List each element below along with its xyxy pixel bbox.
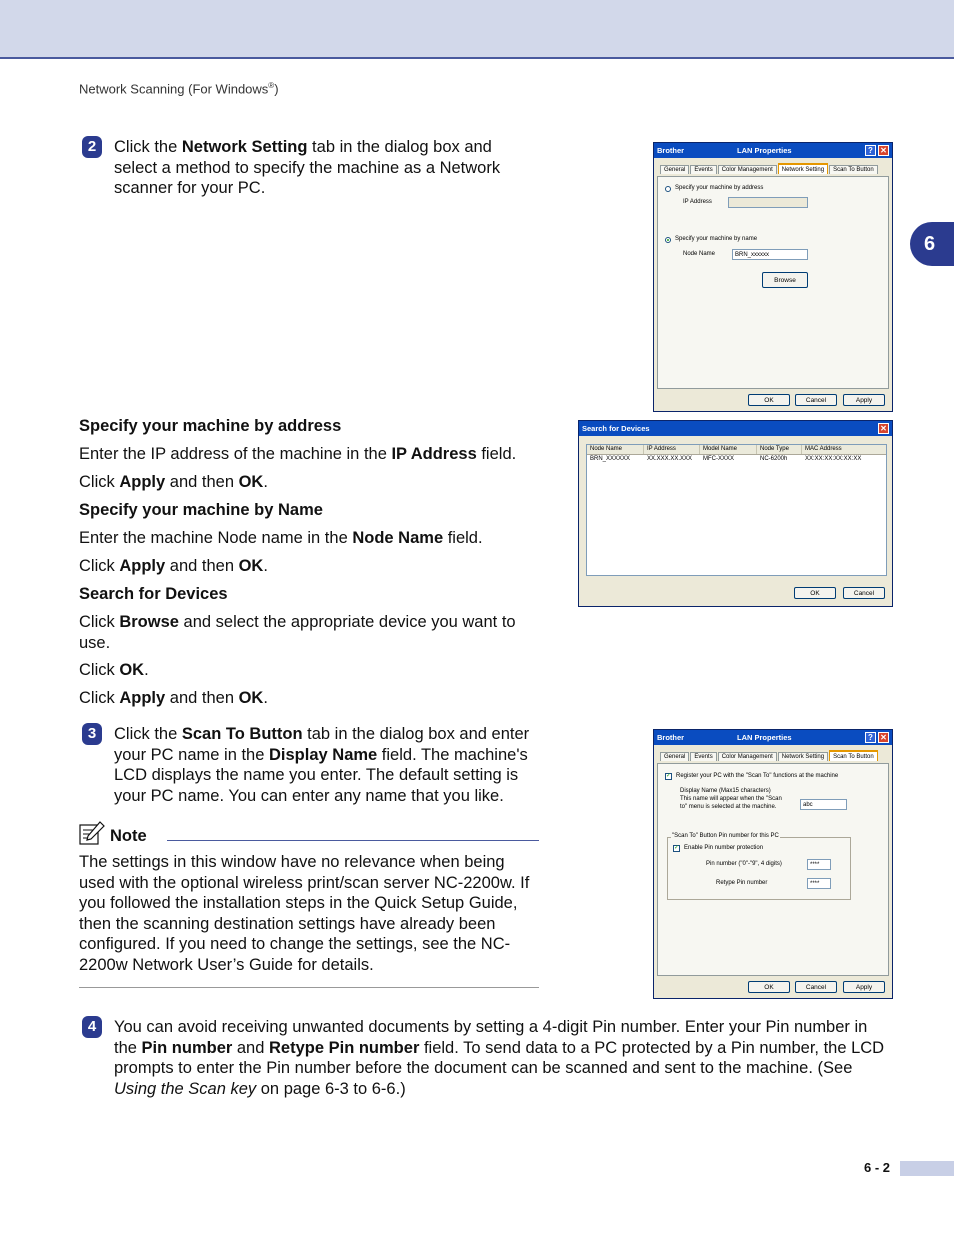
lan-properties-scan-dialog bbox=[653, 729, 893, 999]
note-pencil-icon bbox=[79, 821, 105, 845]
running-header-text: Network Scanning (For Windows bbox=[79, 81, 269, 97]
register-pc-checkbox[interactable]: ✓ bbox=[666, 773, 672, 779]
close-icon[interactable]: ✕ bbox=[878, 423, 889, 434]
radio-by-name[interactable] bbox=[665, 237, 671, 243]
tab-scan-to-button[interactable]: Scan To Button bbox=[829, 750, 878, 761]
display-name-label: Display Name (Max15 characters) bbox=[680, 788, 771, 794]
lan-properties-network-dialog bbox=[653, 142, 893, 412]
register-pc-label: Register your PC with the "Scan To" functions at the machine bbox=[676, 773, 839, 779]
search-for-devices-dialog bbox=[578, 420, 893, 607]
tab-general[interactable]: General bbox=[660, 165, 689, 174]
page-number: 6 - 2 bbox=[864, 1160, 891, 1175]
device-row-node-type[interactable]: NC-6200h bbox=[760, 456, 788, 462]
running-header bbox=[79, 81, 279, 96]
close-icon[interactable]: ✕ bbox=[878, 145, 889, 156]
column-node-name[interactable]: Node Name bbox=[587, 445, 644, 454]
pin-number-field[interactable]: **** bbox=[807, 859, 831, 870]
column-model-name[interactable]: Model Name bbox=[700, 445, 757, 454]
device-list-header bbox=[587, 445, 886, 455]
note-text: The settings in this window have no relevance when being used with the optional wireless print/scan server NC-2200w. If you followed the installation steps in the Quick Setup Guide, then the scanning destination settings have already been configured. If you need to change the settings, see the NC-2200w Network User’s Guide for details. bbox=[79, 853, 530, 974]
heading-specify-by-address: Specify your machine by address bbox=[79, 417, 342, 435]
chapter-tab: 6 bbox=[910, 222, 954, 266]
ip-address-field[interactable] bbox=[728, 197, 808, 208]
step-4-number: 4 bbox=[82, 1016, 102, 1038]
footer-bar bbox=[900, 1161, 954, 1176]
dialog-tabs bbox=[660, 163, 879, 175]
search-click-ok: Click OK. bbox=[79, 661, 149, 679]
device-row-mac-address[interactable]: XX:XX:XX:XX:XX:XX bbox=[805, 456, 862, 462]
enable-pin-checkbox[interactable]: ✓ bbox=[674, 845, 680, 851]
step-2-text: Click the Network Setting tab in the dialog box and select a method to specify the machine as a Network scanner for your PC. bbox=[114, 138, 501, 197]
close-icon[interactable]: ✕ bbox=[878, 732, 889, 743]
node-name-field[interactable]: BRN_xxxxxx bbox=[732, 249, 808, 260]
node-name-label: Node Name bbox=[683, 251, 716, 257]
step-4-text: You can avoid receiving unwanted documents by setting a 4-digit Pin number. Enter your Pin number in the Pin number and Retype Pin number field. To send data to a PC protected by a Pin number, the LCD prompts to enter the Pin number before the document can be scanned and sent to the machine. (See Using the Scan key on page 6-3 to 6-6.) bbox=[114, 1018, 885, 1098]
dialog-titlebar bbox=[654, 143, 892, 158]
pin-group-label: "Scan To" Button Pin number for this PC bbox=[672, 833, 779, 839]
pin-number-label: Pin number ("0"-"9", 4 digits) bbox=[706, 861, 782, 867]
ok-button[interactable]: OK bbox=[794, 587, 836, 599]
header-band bbox=[0, 0, 954, 59]
display-name-hint-1: This name will appear when the "Scan bbox=[680, 796, 782, 802]
display-name-field[interactable]: abc bbox=[800, 799, 847, 810]
device-row-node-name[interactable]: BRN_XXXXXX bbox=[590, 456, 631, 462]
name-instruction: Enter the machine Node name in the Node Name field. bbox=[79, 529, 483, 547]
tab-events[interactable]: Events bbox=[690, 752, 716, 761]
help-icon[interactable]: ? bbox=[865, 145, 876, 156]
ok-button[interactable]: OK bbox=[748, 394, 790, 406]
dialog-titlebar bbox=[654, 730, 892, 745]
heading-specify-by-name: Specify your machine by Name bbox=[79, 501, 323, 519]
search-instruction: Click Browse and select the appropriate device you want to use. bbox=[79, 613, 516, 652]
ip-address-label: IP Address bbox=[683, 199, 712, 205]
tab-network-setting[interactable]: Network Setting bbox=[778, 163, 828, 174]
dialog-title-brand: Brother bbox=[657, 146, 685, 155]
tab-events[interactable]: Events bbox=[690, 165, 716, 174]
dialog-title-brand: Brother bbox=[657, 733, 685, 742]
note-label: Note bbox=[110, 827, 147, 845]
cancel-button[interactable]: Cancel bbox=[795, 394, 837, 406]
radio-by-address[interactable] bbox=[665, 186, 671, 192]
network-setting-panel bbox=[657, 176, 889, 389]
dialog-title: LAN Properties bbox=[737, 733, 792, 742]
device-row-model-name[interactable]: MFC-XXXX bbox=[703, 456, 735, 462]
tab-scan-to-button[interactable]: Scan To Button bbox=[829, 165, 878, 174]
step-2-number: 2 bbox=[82, 136, 102, 158]
step-3-text: Click the Scan To Button tab in the dialog box and enter your PC name in the Display Name field. The machine's LCD displays the name you enter. The default setting is your PC name. You can enter any name that you like. bbox=[114, 725, 530, 805]
ok-button[interactable]: OK bbox=[748, 981, 790, 993]
tab-general[interactable]: General bbox=[660, 752, 689, 761]
registered-mark: ® bbox=[268, 81, 275, 90]
tab-color-management[interactable]: Color Management bbox=[718, 752, 777, 761]
note-bottom-rule bbox=[79, 987, 539, 988]
device-list[interactable] bbox=[586, 444, 887, 576]
heading-search-for-devices: Search for Devices bbox=[79, 585, 228, 603]
help-icon[interactable]: ? bbox=[865, 732, 876, 743]
dialog-title: LAN Properties bbox=[737, 146, 792, 155]
retype-pin-field[interactable]: **** bbox=[807, 878, 831, 889]
search-dialog-title: Search for Devices bbox=[582, 424, 650, 433]
address-instruction: Enter the IP address of the machine in the IP Address field. bbox=[79, 445, 517, 463]
step-3-number: 3 bbox=[82, 723, 102, 745]
display-name-hint-2: to" menu is selected at the machine. bbox=[680, 804, 777, 810]
cancel-button[interactable]: Cancel bbox=[795, 981, 837, 993]
search-apply-ok: Click Apply and then OK. bbox=[79, 689, 268, 707]
note-rule bbox=[167, 840, 539, 841]
radio-by-name-label: Specify your machine by name bbox=[675, 236, 758, 242]
browse-button[interactable]: Browse bbox=[762, 272, 808, 288]
apply-button[interactable]: Apply bbox=[843, 981, 885, 993]
address-apply-ok: Click Apply and then OK. bbox=[79, 473, 268, 491]
tab-network-setting[interactable]: Network Setting bbox=[778, 752, 828, 761]
column-ip-address[interactable]: IP Address bbox=[644, 445, 700, 454]
name-apply-ok: Click Apply and then OK. bbox=[79, 557, 268, 575]
tab-color-management[interactable]: Color Management bbox=[718, 165, 777, 174]
cancel-button[interactable]: Cancel bbox=[843, 587, 885, 599]
radio-by-address-label: Specify your machine by address bbox=[675, 185, 764, 191]
column-mac-address[interactable]: MAC Address bbox=[805, 446, 842, 452]
column-node-type[interactable]: Node Type bbox=[757, 445, 802, 454]
enable-pin-label: Enable Pin number protection bbox=[684, 845, 764, 851]
search-dialog-titlebar bbox=[579, 421, 892, 436]
retype-pin-label: Retype Pin number bbox=[716, 880, 768, 886]
apply-button[interactable]: Apply bbox=[843, 394, 885, 406]
device-row-ip-address[interactable]: XX.XXX.XX.XXX bbox=[647, 456, 693, 462]
running-header-close: ) bbox=[274, 81, 279, 97]
dialog-tabs bbox=[660, 750, 879, 762]
scan-to-button-panel bbox=[657, 763, 889, 976]
